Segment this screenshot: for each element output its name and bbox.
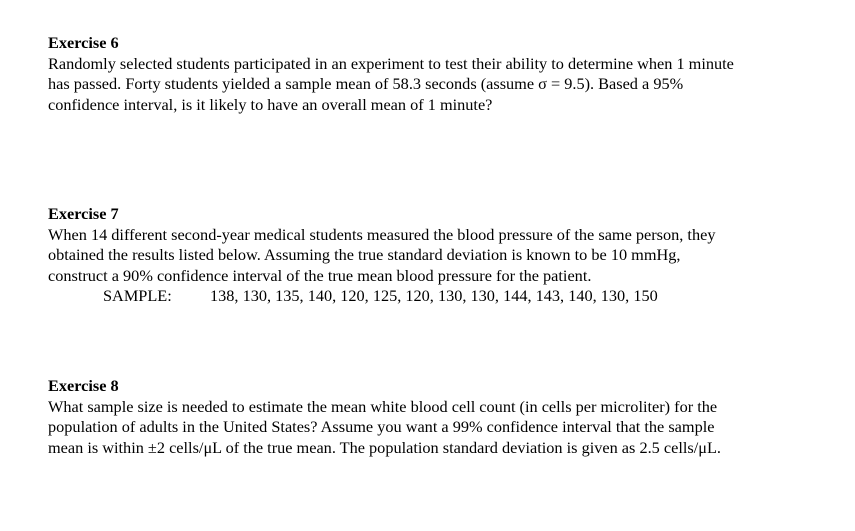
- exercise-7-line-1: When 14 different second-year medical students measured the blood pressure of the same person, they: [48, 224, 716, 244]
- exercise-8-line-3: mean is within ±2 cells/μL of the true mean. The population standard deviation is given as 2.5 cells/μL.: [48, 437, 721, 457]
- exercise-6-line-1: Randomly selected students participated in an experiment to test their ability to determine when 1 minute: [48, 53, 734, 73]
- exercise-6: [48, 33, 848, 115]
- exercise-6-line-3: confidence interval, is it likely to have an overall mean of 1 minute?: [48, 94, 493, 114]
- exercise-8-line-1: What sample size is needed to estimate the mean white blood cell count (in cells per microliter) for the: [48, 396, 718, 416]
- exercise-7: [48, 204, 848, 307]
- sample-values: 138, 130, 135, 140, 120, 125, 120, 130, 130, 144, 143, 140, 130, 150: [210, 286, 658, 306]
- exercise-8: [48, 376, 848, 458]
- exercise-7-line-2: obtained the results listed below. Assuming the true standard deviation is known to be 10 mmHg,: [48, 245, 681, 265]
- exercise-8-line-2: population of adults in the United States? Assume you want a 99% confidence interval that the sample: [48, 417, 715, 437]
- exercise-7-title: Exercise 7: [48, 204, 119, 223]
- exercise-6-line-2: has passed. Forty students yielded a sample mean of 58.3 seconds (assume σ = 9.5). Based a 95%: [48, 74, 684, 94]
- sample-label: SAMPLE:: [103, 286, 172, 306]
- exercise-6-title: Exercise 6: [48, 33, 119, 52]
- exercise-8-title: Exercise 8: [48, 376, 119, 395]
- exercise-7-sample-row: [48, 286, 848, 307]
- exercise-7-line-3: construct a 90% confidence interval of the true mean blood pressure for the patient.: [48, 265, 592, 285]
